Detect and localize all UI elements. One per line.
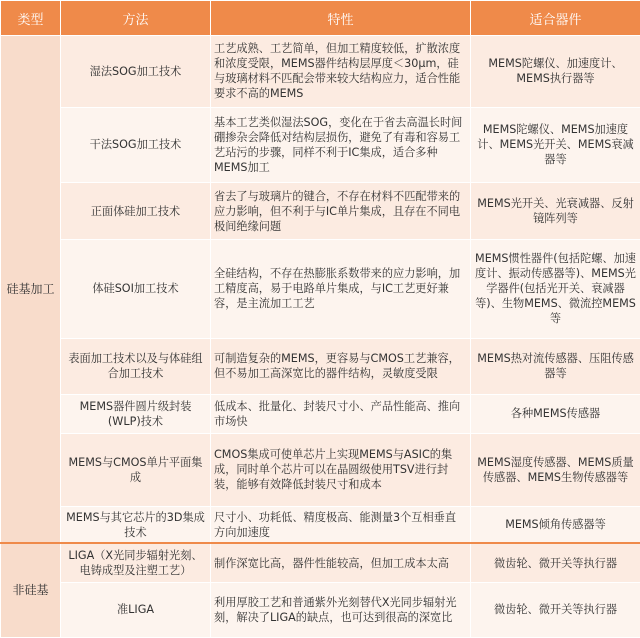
method-cell: LIGA（X光同步辐射光刻、电铸成型及注塑工艺）: [61, 543, 211, 582]
device-cell: MEMS湿度传感器、MEMS质量传感器、MEMS生物传感器等: [471, 433, 640, 507]
feature-cell: CMOS集成可使单芯片上实现MEMS与ASIC的集成，同时单个芯片可以在晶圆级使用TSV进行封装，能够有效降低封装尺寸和成本: [211, 433, 471, 507]
method-cell: 体硅SOI加工技术: [61, 240, 211, 338]
table-row: [1, 183, 640, 240]
device-cell: MEMS陀螺仪、加速度计、MEMS执行器等: [471, 36, 640, 108]
type-cell-non-silicon: 非硅基: [1, 543, 61, 637]
table-row: [1, 36, 640, 108]
device-cell: MEMS热对流传感器、压阻传感器等: [471, 338, 640, 394]
method-cell: 正面体硅加工技术: [61, 183, 211, 240]
header-type: 类型: [1, 1, 61, 36]
type-cell-silicon: 硅基加工: [1, 36, 61, 544]
header-row: [1, 1, 640, 36]
device-cell: 微齿轮、微开关等执行器: [471, 582, 640, 637]
header-feature: 特性: [211, 1, 471, 36]
table-row: [1, 507, 640, 544]
feature-cell: 尺寸小、功耗低、精度极高、能测量3个互相垂直方向加速度: [211, 507, 471, 544]
table-row: [1, 107, 640, 183]
method-cell: MEMS与其它芯片的3D集成技术: [61, 507, 211, 544]
table-row: [1, 338, 640, 394]
feature-cell: 制作深宽比高，器件性能较高，但加工成本太高: [211, 543, 471, 582]
table-row: [1, 394, 640, 433]
method-cell: MEMS器件圆片级封装(WLP)技术: [61, 394, 211, 433]
device-cell: MEMS光开关、光衰减器、反射镜阵列等: [471, 183, 640, 240]
table-row: [1, 240, 640, 338]
method-cell: 湿法SOG加工技术: [61, 36, 211, 108]
method-cell: 准LIGA: [61, 582, 211, 637]
feature-cell: 可制造复杂的MEMS，更容易与CMOS工艺兼容，但不易加工高深宽比的器件结构，灵敏度受限: [211, 338, 471, 394]
header-device: 适合器件: [471, 1, 640, 36]
feature-cell: 工艺成熟、工艺简单，但加工精度较低，扩散浓度和浓度受限，MEMS器件结构层厚度＜30μm，硅与玻璃材料不匹配会带来较大结构应力，适合性能要求不高的MEMS: [211, 36, 471, 108]
method-cell: 表面加工技术以及与体硅组合加工技术: [61, 338, 211, 394]
device-cell: MEMS惯性器件(包括陀螺、加速度计、振动传感器等)、MEMS光学器件(包括光开关、衰减器等)、生物MEMS、微流控MEMS等: [471, 240, 640, 338]
device-cell: MEMS倾角传感器等: [471, 507, 640, 544]
device-cell: 微齿轮、微开关等执行器: [471, 543, 640, 582]
feature-cell: 基本工艺类似湿法SOG，变化在于省去高温长时间硼掺杂会降低对结构层损伤，避免了有毒和容易工艺玷污的步骤，同样不利于IC集成，适合多种MEMS加工: [211, 107, 471, 183]
method-cell: 干法SOG加工技术: [61, 107, 211, 183]
feature-cell: 全硅结构，不存在热膨胀系数带来的应力影响，加工精度高，易于电路单片集成，与IC工艺更好兼容，是主流加工工艺: [211, 240, 471, 338]
table-row: [1, 433, 640, 507]
feature-cell: 省去了与玻璃片的键合，不存在材料不匹配带来的应力影响，但不利于与IC单片集成，且存在不同电极间绝缘问题: [211, 183, 471, 240]
feature-cell: 利用厚胶工艺和普通紫外光刻替代X光同步辐射光刻，解决了LIGA的缺点，也可达到很高的深宽比: [211, 582, 471, 637]
method-cell: MEMS与CMOS单片平面集成: [61, 433, 211, 507]
feature-cell: 低成本、批量化、封装尺寸小、产品性能高、推向市场快: [211, 394, 471, 433]
device-cell: MEMS陀螺仪、MEMS加速度计、MEMS光开关、MEMS衰减器等: [471, 107, 640, 183]
table-row: [1, 543, 640, 582]
device-cell: 各种MEMS传感器: [471, 394, 640, 433]
header-method: 方法: [61, 1, 211, 36]
table-row: [1, 582, 640, 637]
